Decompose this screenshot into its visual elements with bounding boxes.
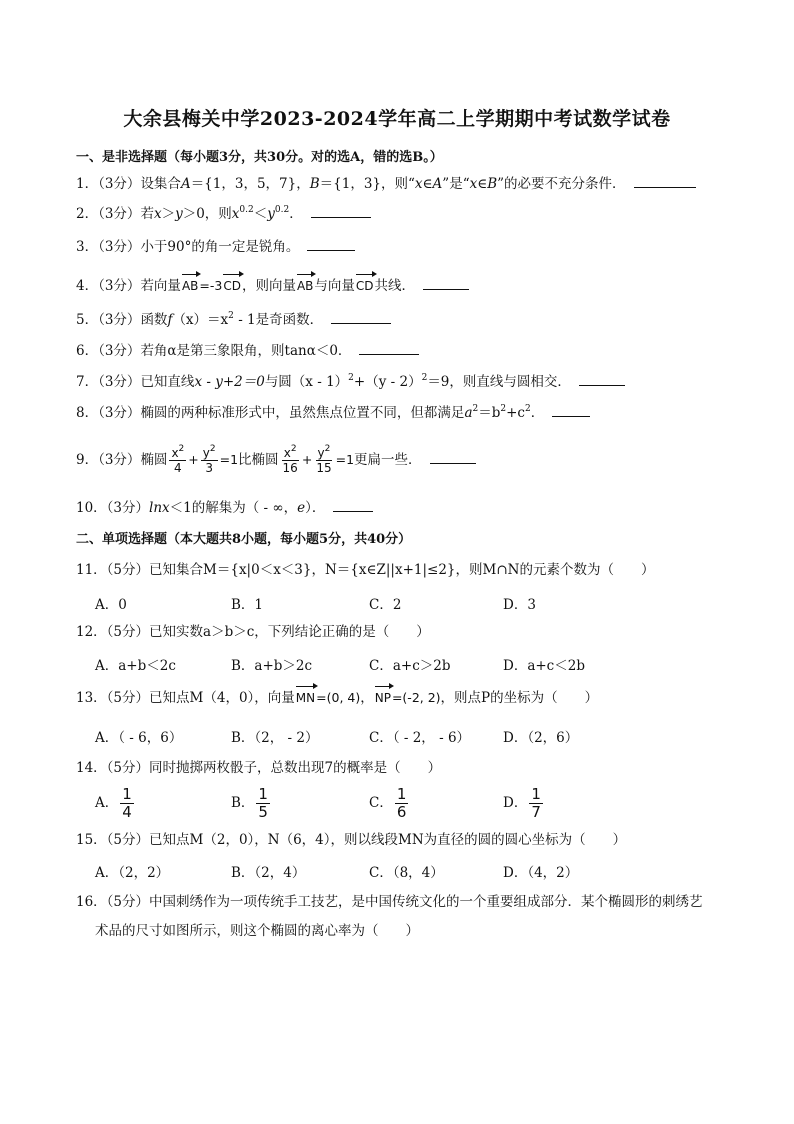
vector-np: NP xyxy=(374,688,392,708)
page-title: 大余县梅关中学2023-2024学年高二上学期期中考试数学试卷 xyxy=(123,108,671,130)
option-c[interactable]: C．2 xyxy=(369,597,402,613)
question-4: 4．（3分）若向量AB=-3CD，则向量AB与向量CD共线． xyxy=(76,275,469,296)
question-16: 16．（5分）中国刺绣作为一项传统手工技艺，是中国传统文化的一个重要组成部分．某个椭圆形的刺绣艺 xyxy=(76,894,703,910)
answer-blank-2[interactable] xyxy=(311,203,371,218)
option-b[interactable]: B．a+b＞2c xyxy=(231,658,313,674)
vector-cd: CD xyxy=(222,276,242,296)
question-14: 14．（5分）同时抛掷两枚骰子，总数出现7的概率是（ ） xyxy=(76,760,442,776)
answer-blank-9[interactable] xyxy=(430,449,476,464)
question-16-continued: 术品的尺寸如图所示，则这个椭圆的离心率为（ ） xyxy=(95,923,419,939)
fraction-x2-over-4: $\frac{x^2}{4}$ xyxy=(171,444,185,475)
question-15: 15．（5分）已知点M（2，0），N（6，4），则以线段MN为直径的圆的圆心坐标为（ ） xyxy=(76,832,627,848)
question-5: 5．（3分）函数$f(x)=x^2 - 1$是奇函数． xyxy=(76,309,391,330)
question-12: 12．（5分）已知实数a＞b＞c，下列结论正确的是（ ） xyxy=(76,624,430,640)
vector-cd: CD xyxy=(355,276,375,296)
option-b[interactable]: B．（2，4） xyxy=(231,865,306,881)
option-d[interactable]: D．（4，2） xyxy=(503,865,579,881)
vector-ab: AB xyxy=(296,276,314,296)
option-a[interactable]: A． $\frac{1}{4}$ xyxy=(95,785,132,821)
fraction-x2-over-16: $\frac{x^2}{16}$ xyxy=(282,444,298,475)
question-11: 11．（5分）已知集合M＝{x|0＜x＜3}，N＝{x∈Z||x+1|≤2}，则M∩N的元素个数为（ ） xyxy=(76,562,655,578)
question-9: 9．（3分）椭圆 $\frac{x^2}{4}$ + $\frac{y^2}{3}$ =1比椭圆 $\frac{x^2}{16}$ + $\frac{y^2}{15}$ =1更扁一些． xyxy=(76,443,476,477)
section-heading-true-false: 一、是非选择题（每小题3分，共30分。对的选A，错的选B。） xyxy=(76,150,443,165)
question-2: 2．（3分）若x＞y＞0，则$x^{0.2}<y^{0.2}$． xyxy=(76,203,371,224)
question-12-options xyxy=(95,654,735,674)
fraction-y2-over-3: $\frac{y^2}{3}$ xyxy=(202,444,216,475)
option-c[interactable]: C． $\frac{1}{6}$ xyxy=(369,785,407,821)
answer-blank-1[interactable] xyxy=(634,173,696,188)
question-13: 13．（5分）已知点M（4，0），向量MN=(0, 4)，NP=(-2, 2)，则点P的坐标为（ ） xyxy=(76,690,599,706)
question-15-options xyxy=(95,861,735,881)
option-a[interactable]: A．0 xyxy=(95,597,127,613)
answer-blank-10[interactable] xyxy=(333,497,373,512)
option-b[interactable]: B．1 xyxy=(231,597,264,613)
question-10: 10．（3分）lnx＜1的解集为（ - ∞，e）． xyxy=(76,497,373,518)
answer-blank-8[interactable] xyxy=(552,402,590,417)
question-11-options xyxy=(95,593,735,613)
answer-blank-7[interactable] xyxy=(579,371,625,386)
vector-mn: MN xyxy=(295,688,316,708)
option-d[interactable]: D． $\frac{1}{7}$ xyxy=(503,785,541,821)
option-d[interactable]: D．3 xyxy=(503,597,536,613)
option-d[interactable]: D．a+c＜2b xyxy=(503,658,585,674)
option-a[interactable]: A．a+b＜2c xyxy=(95,658,176,674)
answer-blank-4[interactable] xyxy=(423,275,469,290)
option-b[interactable]: B．（2， - 2） xyxy=(231,730,319,746)
question-13-options xyxy=(95,726,735,746)
question-8: 8．（3分）椭圆的两种标准形式中，虽然焦点位置不同，但都满足$a^2=b^2+c^2$． xyxy=(76,402,590,423)
question-7: 7．（3分）已知直线x - y+2＝0与圆（x - 1）$^2$+（y - 2）$^2$＝9，则直线与圆相交． xyxy=(76,371,625,392)
question-6: 6．（3分）若角α是第三象限角，则tanα＜0． xyxy=(76,340,419,361)
option-b[interactable]: B． $\frac{1}{5}$ xyxy=(231,785,268,821)
question-3: 3．（3分）小于90°的角一定是锐角。 xyxy=(76,236,355,257)
option-c[interactable]: C．a+c＞2b xyxy=(369,658,451,674)
option-d[interactable]: D．（2，6） xyxy=(503,730,579,746)
section-heading-single-choice: 二、单项选择题（本大题共8小题，每小题5分，共40分） xyxy=(76,532,412,547)
option-c[interactable]: C．（8，4） xyxy=(369,865,444,881)
answer-blank-5[interactable] xyxy=(331,309,391,324)
option-a[interactable]: A．（2，2） xyxy=(95,865,170,881)
question-14-options xyxy=(95,786,735,824)
question-1: 1．（3分）设集合A＝{1，3，5，7}，B＝{1，3}，则“x∈A”是“x∈B”的必要不充分条件． xyxy=(76,173,696,194)
answer-blank-3[interactable] xyxy=(307,236,355,251)
vector-ab: AB xyxy=(181,276,199,296)
answer-blank-6[interactable] xyxy=(359,340,419,355)
fraction-y2-over-15: $\frac{y^2}{15}$ xyxy=(316,444,332,475)
option-c[interactable]: C．（ - 2， - 6） xyxy=(369,730,471,746)
option-a[interactable]: A．（ - 6，6） xyxy=(95,730,183,746)
